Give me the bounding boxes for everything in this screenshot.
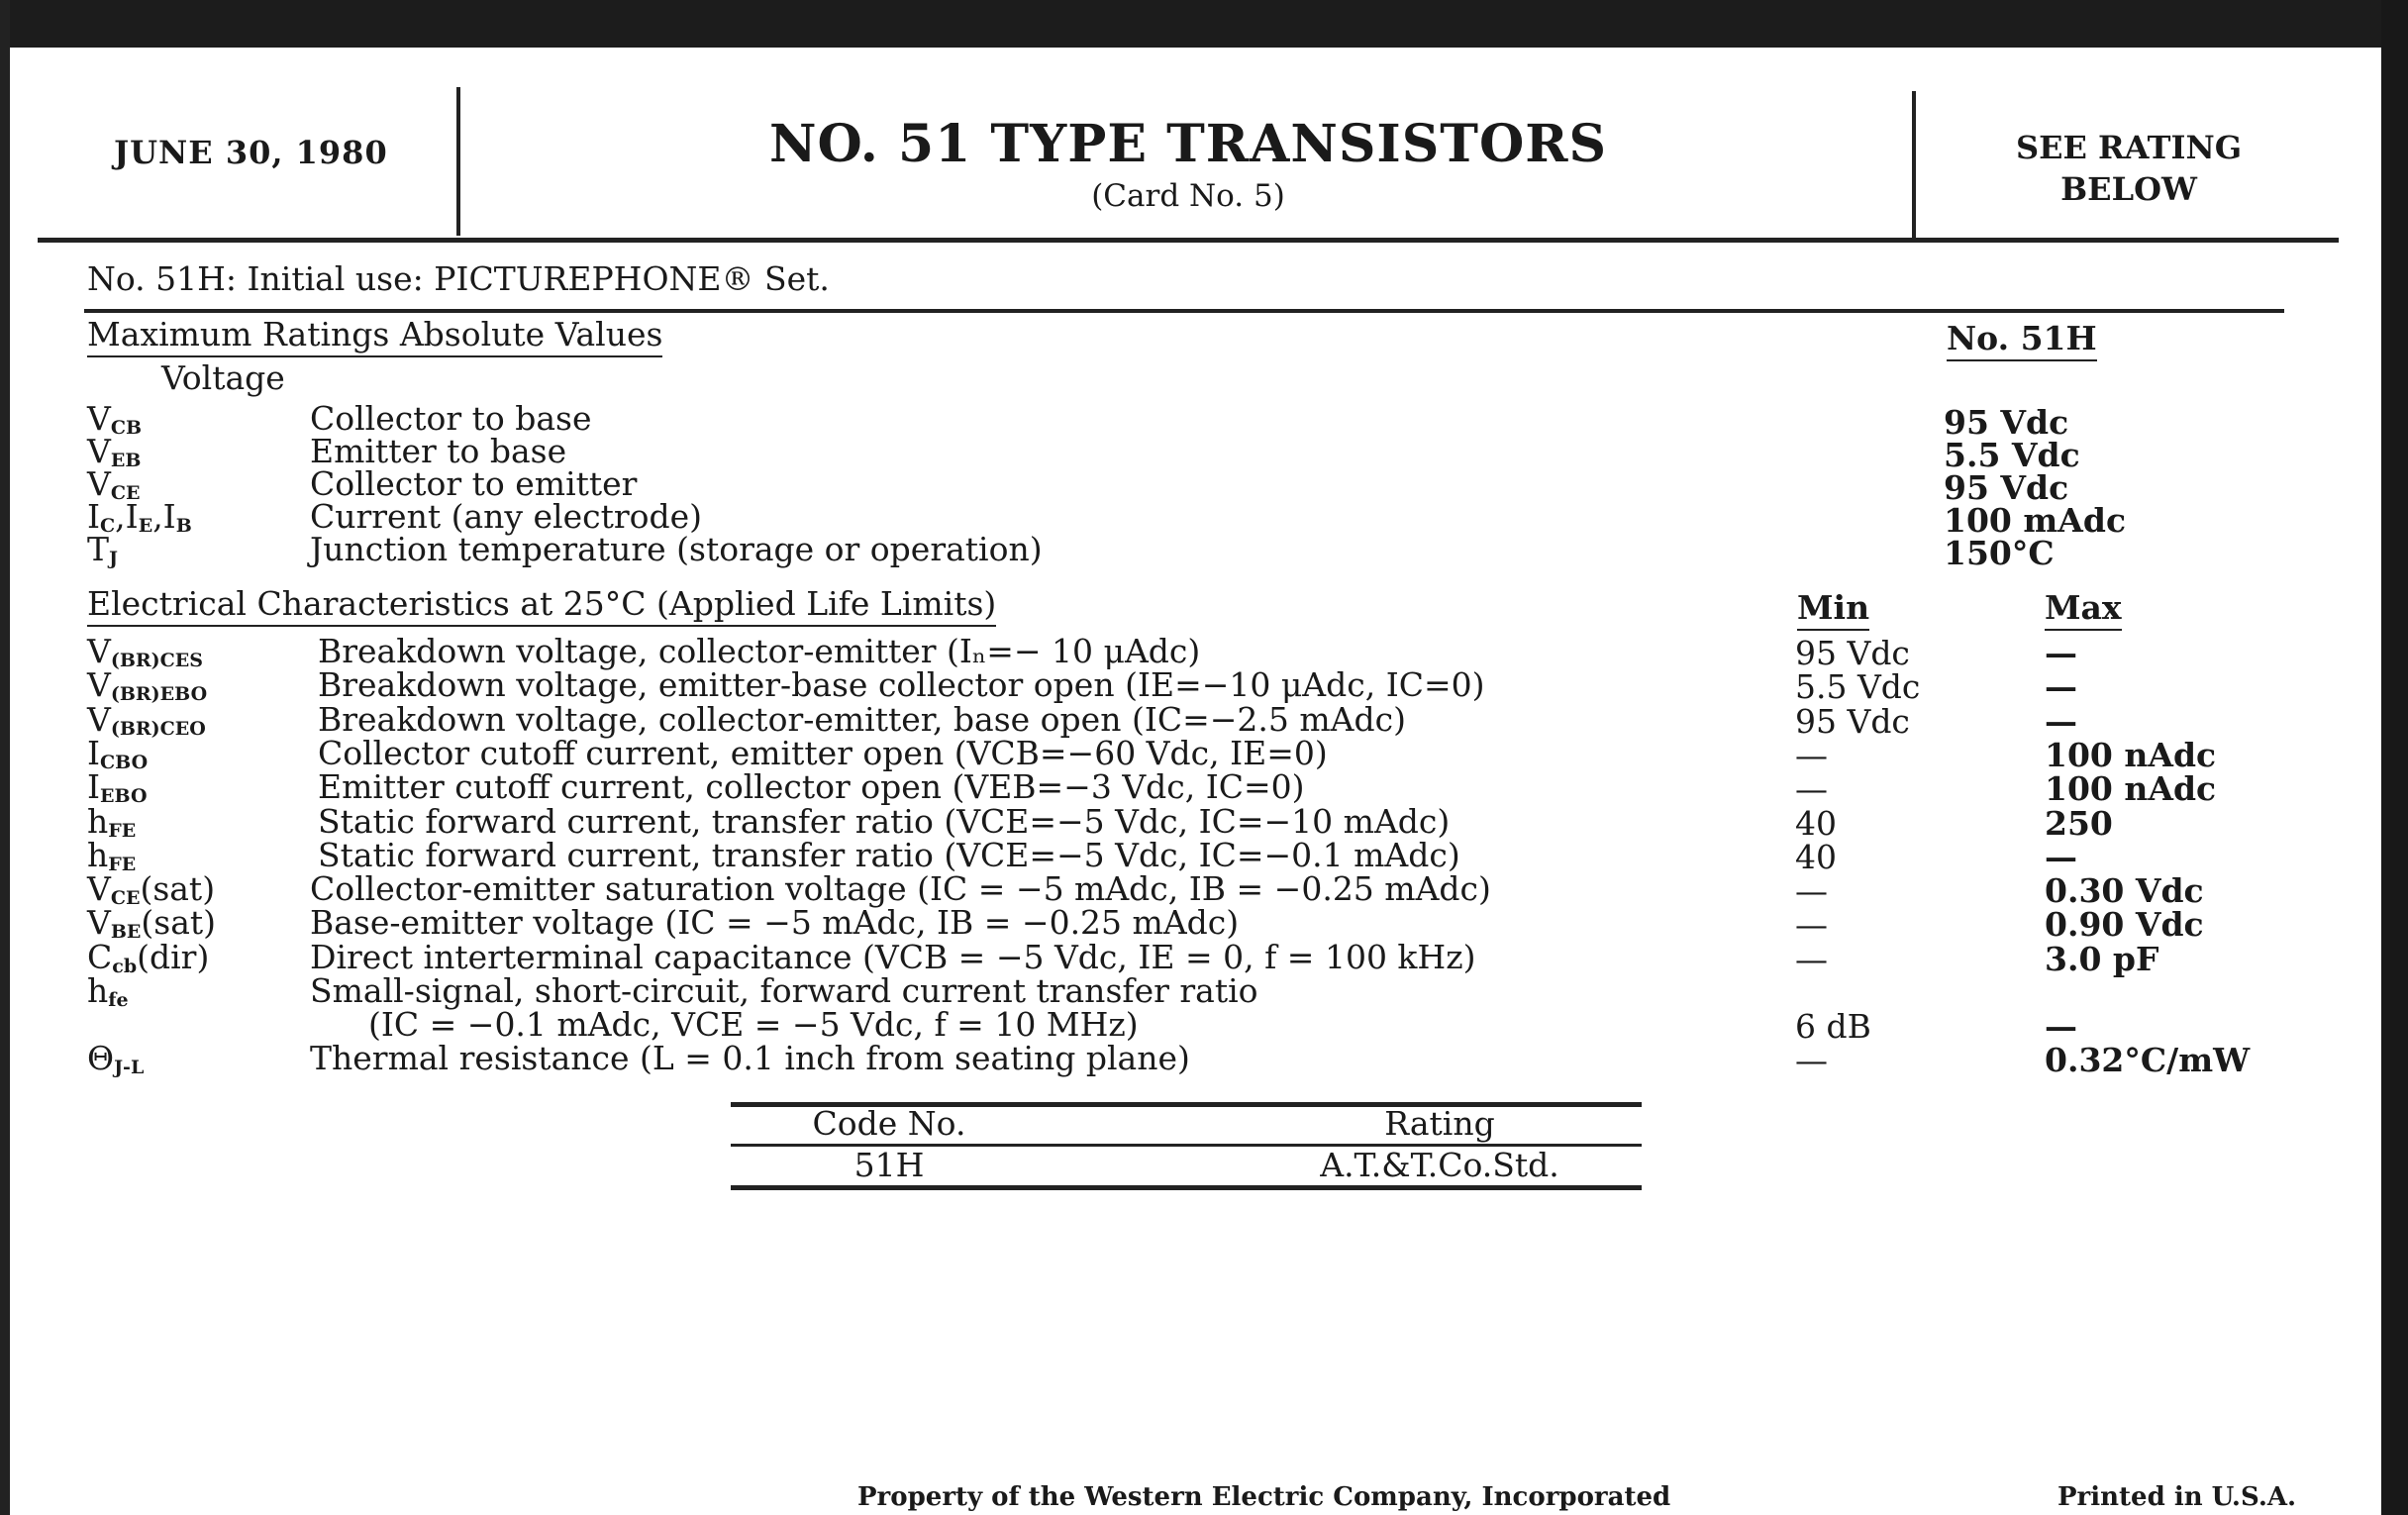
electrical-description-continued: (IC = −0.1 mAdc, VCE = −5 Vdc, f = 10 MHz) [368,1005,1139,1044]
symbol-subscript: EBO [100,785,148,808]
symbol-subscript: C [100,515,116,537]
electrical-max-value: 100 nAdc [2045,769,2217,809]
symbol-letter: Θ [87,1039,115,1078]
electrical-description: Direct interterminal capacitance (VCB = −5 Vdc, IE = 0, f = 100 kHz) [310,937,1476,976]
electrical-min-value: — [1795,939,1828,978]
electrical-max-value: — [2045,1007,2077,1046]
symbol-subscript: cb [112,955,138,977]
code-table-rating-value: A.T.&T.Co.Std. [1320,1146,1559,1184]
symbol-subscript: (BR)CEO [110,717,206,740]
electrical-description: Small-signal, short-circuit, forward current transfer ratio [310,971,1258,1010]
symbol-subscript: J [109,548,119,569]
electrical-description: Static forward current, transfer ratio (VCE=−5 Vdc, IC=−0.1 mAdc) [318,835,1460,874]
electrical-max-value: 0.30 Vdc [2045,871,2204,911]
electrical-description: Static forward current, transfer ratio (VCE=−5 Vdc, IC=−10 mAdc) [318,801,1451,841]
electrical-description: Collector cutoff current, emitter open (VCB=−60 Vdc, IE=0) [318,733,1328,772]
max-rating-value: 150°C [1944,534,2055,572]
symbol-tail: (sat) [140,869,216,909]
symbol-subscript: (BR)EBO [110,683,208,706]
electrical-min-value: 95 Vdc [1795,634,1910,672]
rating-note-line2: BELOW [2060,170,2197,208]
symbol-subscript: (BR)CES [110,650,203,671]
electrical-description: Breakdown voltage, collector-emitter (Iₙ=− 10 μAdc) [318,632,1201,670]
electrical-min-value: 6 dB [1795,1007,1871,1046]
max-rating-description: Emitter to base [310,432,567,470]
electrical-min-value: — [1795,905,1828,945]
header-rule [38,238,2339,243]
printed-notice: Printed in U.S.A. [2057,1482,2297,1512]
max-rating-value: 100 mAdc [1944,501,2127,540]
property-notice: Property of the Western Electric Company, Incorporated [857,1482,1671,1512]
electrical-description: Emitter cutoff current, collector open (VEB=−3 Vdc, IC=0) [318,767,1305,807]
symbol-letter: h [87,801,109,841]
card-title: NO. 51 TYPE TRANSISTORS [768,114,1608,174]
symbol-subscript: FE [108,819,137,842]
symbol-letter: V [87,665,111,705]
electrical-max-value: 3.0 pF [2045,939,2159,978]
max-ratings-title: Maximum Ratings Absolute Values [87,315,662,354]
symbol-letter: T [87,530,110,568]
electrical-min-value: — [1795,1041,1828,1080]
intro-rule [84,309,2284,313]
rating-note-line1: SEE RATING [2015,129,2243,166]
code-table-header-rating: Rating [1384,1104,1495,1143]
symbol-letter: V [87,699,111,739]
symbol-subscript: CE [110,887,141,910]
electrical-max-value: — [2045,837,2077,876]
electrical-symbol [87,971,129,1011]
symbol-letter: I [87,497,101,536]
scan-right-border [2381,0,2408,1515]
electrical-description: Breakdown voltage, collector-emitter, base open (IC=−2.5 mAdc) [318,699,1406,739]
electrical-min-value: 40 [1795,803,1837,843]
electrical-max-value: 250 [2045,803,2113,843]
symbol-letter: ,I [115,497,139,536]
electrical-max-value: 0.90 Vdc [2045,905,2204,945]
electrical-min-value: — [1795,871,1828,911]
min-column-head: Min [1797,588,1869,627]
symbol-subscript: CE [110,482,141,504]
symbol-subscript: FE [108,853,137,875]
symbol-letter: I [87,733,101,772]
code-table-code-value: 51H [853,1146,925,1184]
electrical-min-value: 95 Vdc [1795,701,1910,741]
scan-left-border [0,0,10,1515]
electrical-description: Breakdown voltage, emitter-base collector open (IE=−10 μAdc, IC=0) [318,665,1485,705]
max-rating-value: 95 Vdc [1944,468,2069,507]
symbol-subscript: E [138,515,153,537]
symbol-subscript: B [175,515,192,537]
electrical-min-value: — [1795,769,1828,809]
electrical-title: Electrical Characteristics at 25°C (Applied Life Limits) [87,584,996,623]
symbol-letter: V [87,869,111,909]
header-divider-left [456,87,460,236]
rating-note [1916,127,2342,210]
symbol-letter: V [87,632,111,670]
symbol-letter: V [87,399,111,438]
symbol-letter: V [87,903,111,943]
symbol-subscript: BE [110,921,142,944]
max-rating-value: 95 Vdc [1944,403,2069,442]
symbol-subscript: CB [110,417,143,439]
electrical-max-value: 0.32°C/mW [2045,1041,2251,1080]
max-rating-description: Junction temperature (storage or operation) [310,530,1043,568]
max-rating-description: Current (any electrode) [310,497,703,536]
max-rating-symbol [87,530,118,569]
symbol-subscript: CBO [100,751,149,773]
electrical-max-value: — [2045,667,2077,707]
electrical-symbol [87,1039,144,1078]
electrical-min-value: 5.5 Vdc [1795,667,1921,707]
max-ratings-column-head: No. 51H [1947,319,2097,357]
card-subtitle: (Card No. 5) [1091,178,1285,214]
electrical-max-value: — [2045,701,2077,741]
symbol-letter: I [87,767,101,807]
electrical-min-value: — [1795,735,1828,774]
symbol-letter: V [87,432,111,470]
symbol-subscript: EB [110,450,142,471]
max-rating-description: Collector to emitter [310,464,638,503]
symbol-letter: V [87,464,111,503]
electrical-min-value: 40 [1795,837,1837,876]
electrical-description: Collector-emitter saturation voltage (IC = −5 mAdc, IB = −0.25 mAdc) [310,869,1491,909]
symbol-letter: h [87,971,109,1010]
electrical-description: Thermal resistance (L = 0.1 inch from seating plane) [310,1039,1190,1078]
code-table-bottom-rule [731,1185,1642,1190]
max-rating-value: 5.5 Vdc [1944,436,2080,474]
card-date: JUNE 30, 1980 [114,134,388,171]
electrical-max-value: — [2045,634,2077,672]
symbol-subscript: fe [108,989,129,1011]
symbol-letter: h [87,835,109,874]
max-column-head: Max [2045,588,2122,627]
symbol-letter: C [87,937,113,976]
electrical-description: Base-emitter voltage (IC = −5 mAdc, IB = −0.25 mAdc) [310,903,1240,943]
symbol-letter: ,I [152,497,176,536]
electrical-max-value: 100 nAdc [2045,735,2217,774]
max-rating-description: Collector to base [310,399,592,438]
voltage-group-label: Voltage [161,358,285,397]
symbol-tail: (dir) [137,937,210,976]
initial-use-line: No. 51H: Initial use: PICTUREPHONE® Set. [87,259,830,298]
symbol-subscript: J-L [114,1057,145,1079]
scan-top-border [0,0,2408,48]
code-table-header-code: Code No. [812,1104,966,1143]
symbol-tail: (sat) [141,903,217,943]
